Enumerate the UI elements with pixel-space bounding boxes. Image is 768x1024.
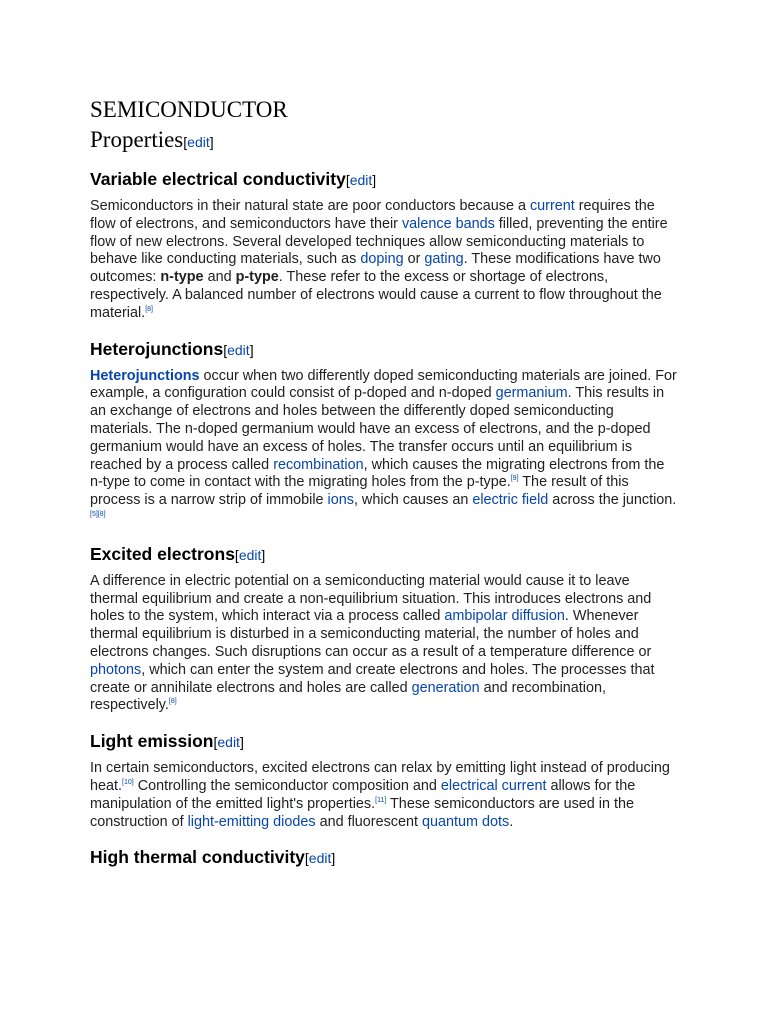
text: requires the flow of electrons, and semiconductors have their bbox=[90, 198, 655, 232]
reference bbox=[90, 511, 106, 518]
text: . Whenever thermal equilibrium is disturbed in a semiconducting material, the number of holes and electrons changes. Such disruptions can occur as a result of a temperature difference or bbox=[90, 608, 652, 660]
link-quantum-dots[interactable]: quantum dots bbox=[421, 813, 510, 830]
heading-text: Excited electrons bbox=[90, 543, 235, 564]
text: filled, preventing the entire flow of new electrons. Several developed techniques allow semiconducting materials to behave like conducting materials, such as bbox=[90, 215, 668, 268]
reference-link[interactable]: [11] bbox=[375, 796, 387, 804]
edit-link[interactable]: edit bbox=[187, 134, 210, 150]
section-heading-variable-conductivity bbox=[90, 167, 680, 192]
text: In certain semiconductors, excited electrons can relax by emitting light instead of producing heat. bbox=[90, 760, 670, 794]
paragraph-excited-electrons bbox=[90, 573, 680, 715]
section-heading-properties bbox=[90, 125, 680, 157]
reference bbox=[375, 797, 386, 804]
link-gating[interactable]: gating bbox=[424, 251, 464, 268]
text: occur when two differently doped semiconducting materials are joined. For example, a configuration could consist of p-doped and n-doped bbox=[90, 367, 677, 402]
reference-link[interactable]: [8] bbox=[145, 305, 153, 313]
text: allows for the manipulation of the emitted light's properties. bbox=[90, 777, 636, 812]
edit-section-link: [edit] bbox=[234, 546, 266, 563]
edit-link[interactable]: edit bbox=[308, 850, 332, 867]
text: A difference in electric potential on a semiconducting material would cause it to leave thermal equilibrium and create a non-equilibrium situation. This introduces electrons and holes to the system, which interact via a process called bbox=[90, 572, 652, 625]
edit-link[interactable]: edit bbox=[349, 172, 373, 188]
section-heading-excited-electrons bbox=[90, 542, 680, 567]
edit-section-link: [edit] bbox=[223, 341, 254, 358]
edit-section-link: [edit] bbox=[345, 172, 377, 188]
paragraph-variable-conductivity bbox=[90, 198, 680, 323]
heading-text: Light emission bbox=[90, 731, 214, 752]
link-heterojunctions[interactable]: Heterojunctions bbox=[90, 367, 200, 384]
text: . These modifications have two outcomes: bbox=[90, 251, 661, 286]
edit-link[interactable]: edit bbox=[238, 546, 262, 563]
heading-text: High thermal conductivity bbox=[90, 847, 305, 868]
link-recombination[interactable]: recombination bbox=[273, 456, 364, 473]
text: Controlling the semiconductor composition and bbox=[133, 777, 441, 794]
text: . These refer to the excess or shortage of electrons, respectively. A balanced number of electrons would cause a current to flow throughout the material. bbox=[90, 269, 662, 321]
link-valence-bands[interactable]: valence bands bbox=[401, 215, 495, 232]
link-doping[interactable]: doping bbox=[360, 251, 404, 268]
link-ions[interactable]: ions bbox=[327, 492, 354, 509]
edit-link[interactable]: edit bbox=[227, 341, 250, 358]
link-germanium[interactable]: germanium bbox=[495, 385, 568, 402]
bold-p-type: p-type bbox=[235, 269, 279, 286]
section-heading-heterojunctions bbox=[90, 337, 680, 362]
text: Semiconductors in their natural state are poor conductors because a bbox=[90, 198, 530, 214]
text: or bbox=[403, 251, 425, 268]
reference-link[interactable]: [9] bbox=[510, 475, 519, 483]
heading-text: Properties bbox=[90, 127, 184, 152]
text: These semiconductors are used in the construction of bbox=[90, 795, 634, 830]
link-ambipolar-diffusion[interactable]: ambipolar diffusion bbox=[444, 608, 565, 625]
link-photons[interactable]: photons bbox=[90, 661, 142, 678]
reference bbox=[122, 779, 134, 786]
text: and fluorescent bbox=[315, 813, 422, 830]
heading-text: Variable electrical conductivity bbox=[90, 169, 346, 189]
text: and bbox=[203, 269, 236, 286]
reference-link[interactable]: [10] bbox=[122, 779, 134, 787]
text: across the junction. bbox=[548, 492, 677, 509]
reference bbox=[145, 306, 153, 313]
reference bbox=[169, 699, 177, 706]
reference-link[interactable]: [5][8] bbox=[90, 511, 106, 519]
heading-text: Heterojunctions bbox=[90, 338, 224, 359]
reference bbox=[511, 476, 519, 483]
bold-n-type: n-type bbox=[160, 269, 204, 286]
text: , which causes the migrating electrons from the n-type to come in contact with the migrating holes from the p-type. bbox=[90, 456, 665, 491]
text: The result of this process is a narrow strip of immobile bbox=[90, 474, 629, 509]
reference-link[interactable]: [8] bbox=[168, 698, 177, 706]
section-heading-high-thermal-conductivity bbox=[90, 845, 680, 870]
text: , which can enter the system and create electrons and holes. The processes that create or annihilate electrons and holes are called bbox=[90, 661, 655, 696]
section-heading-light-emission bbox=[90, 729, 680, 754]
link-current[interactable]: current bbox=[529, 198, 575, 214]
link-electric-field[interactable]: electric field bbox=[472, 492, 549, 509]
edit-section-link: [edit] bbox=[304, 850, 336, 867]
edit-link[interactable]: edit bbox=[217, 734, 240, 751]
link-light-emitting-diodes[interactable]: light-emitting diodes bbox=[187, 813, 316, 830]
document bbox=[90, 95, 680, 876]
text: and recombination, respectively. bbox=[90, 679, 607, 714]
edit-section-link: [edit] bbox=[213, 734, 244, 751]
paragraph-heterojunctions bbox=[90, 368, 680, 528]
edit-section-link: [edit] bbox=[183, 134, 214, 150]
page-title: SEMICONDUCTOR bbox=[90, 97, 288, 122]
link-generation[interactable]: generation bbox=[411, 679, 480, 696]
paragraph-light-emission bbox=[90, 760, 680, 831]
link-electrical-current[interactable]: electrical current bbox=[440, 777, 547, 794]
text: . bbox=[509, 813, 514, 830]
text: . This results in an exchange of electrons and holes between the differently doped semiconducting materials. The n-doped germanium would have an excess of electrons, and the p-doped germanium would have an excess of holes. The transfer occurs until an equilibrium is reached by a process called bbox=[90, 385, 665, 473]
text: , which causes an bbox=[353, 492, 473, 509]
